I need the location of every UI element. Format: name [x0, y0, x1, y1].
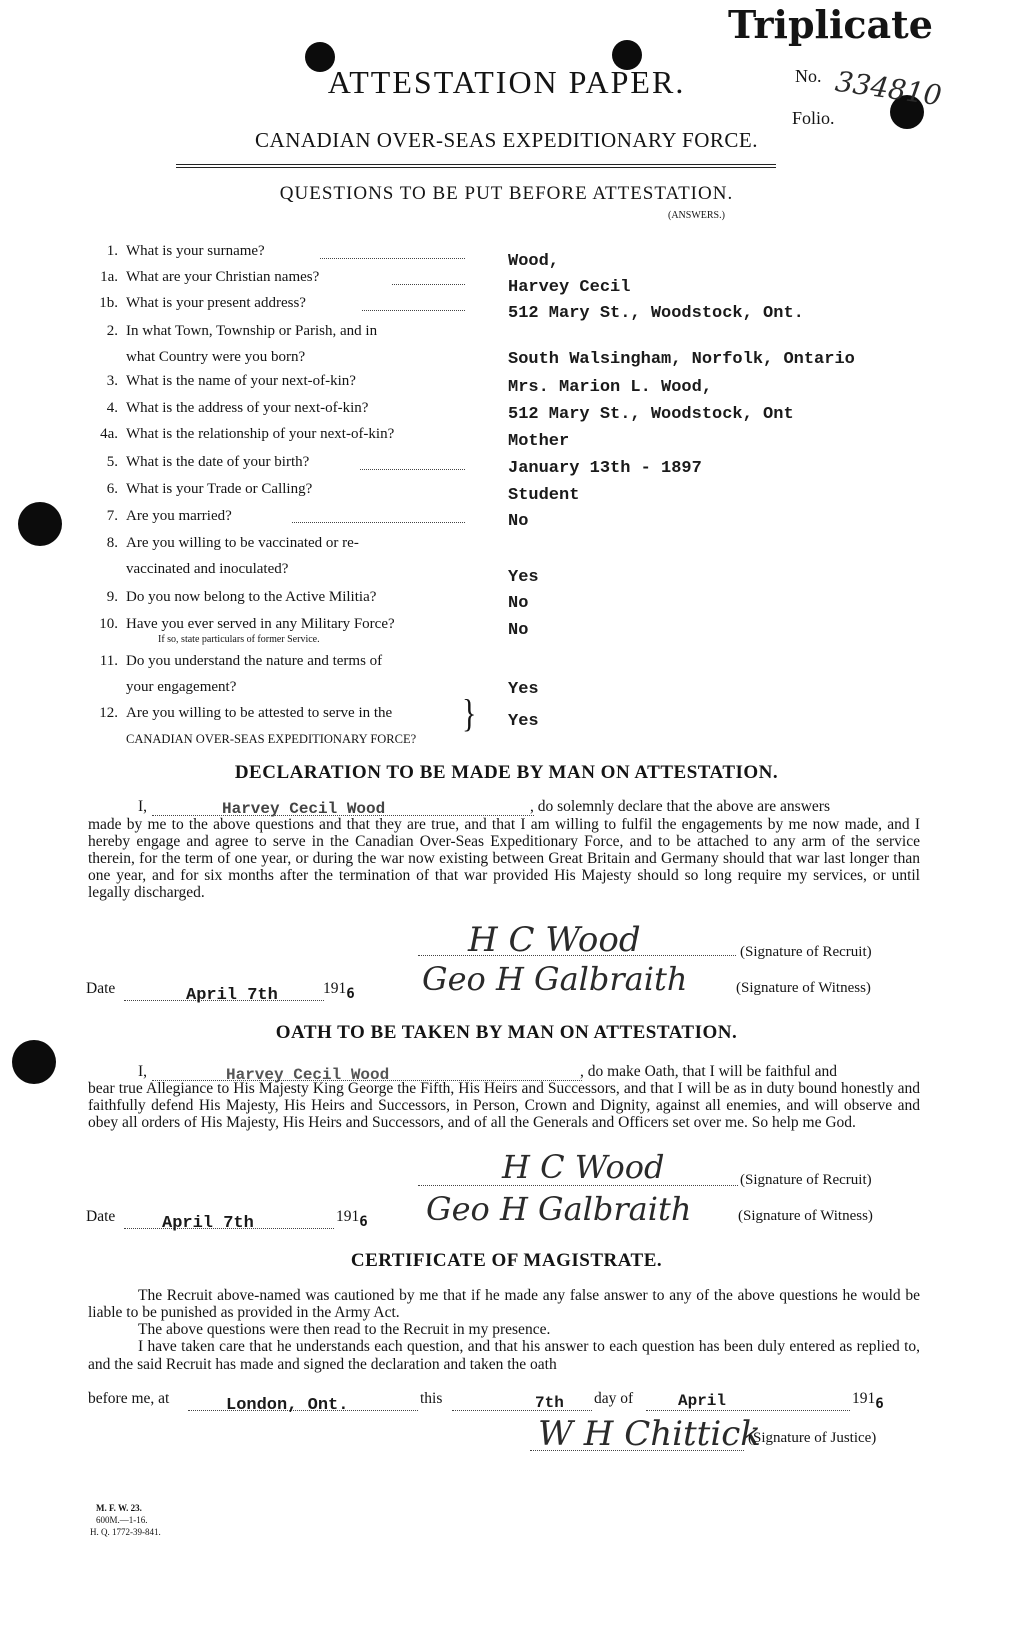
question-number: 7.	[106, 508, 118, 524]
question-11	[92, 648, 382, 700]
question-number: 8.	[106, 535, 118, 551]
question-text: Do you understand the nature and terms of	[126, 653, 383, 669]
question-text: What is the relationship of your next-of-kin?	[126, 426, 395, 442]
certificate-year	[852, 1390, 884, 1412]
answer-militia: No	[508, 594, 529, 613]
declaration-i-label: I,	[138, 798, 148, 815]
year-suffix: 6	[359, 1214, 368, 1230]
question-6	[92, 476, 312, 502]
question-text: What is the name of your next-of-kin?	[126, 373, 356, 389]
signature-line	[530, 1450, 744, 1451]
divider	[176, 167, 776, 168]
question-12	[92, 700, 416, 752]
leader-line	[362, 310, 465, 311]
question-text: What is your Trade or Calling?	[126, 481, 313, 497]
question-number: 5.	[106, 454, 118, 470]
declaration-date-label: Date	[86, 980, 116, 997]
question-text: What are your Christian names?	[126, 269, 320, 285]
question-text: Are you married?	[126, 508, 232, 524]
question-text: what Country were you born?	[126, 349, 306, 365]
question-text: What is the date of your birth?	[126, 454, 310, 470]
answer-relationship: Mother	[508, 432, 570, 451]
leader-line	[392, 284, 465, 285]
oath-body: bear true Allegiance to His Majesty King George the Fifth, His Heirs and Successors, and that I will be as in duty bound honestly and faithfully defend His Majesty, His Heirs and Successors, in Person, Crown and Dignity, against all enemies, and will observe and obey all orders of His Majesty, His Heirs and Successors, and of all the Generals and Officers set over me. So help me God.	[88, 1080, 920, 1131]
answer-next-of-kin-address: 512 Mary St., Woodstock, Ont	[508, 405, 794, 424]
answer-christian-names: Harvey Cecil	[508, 278, 631, 297]
signature-line	[418, 1185, 738, 1186]
oath-witness-signature: Geo H Galbraith	[426, 1190, 692, 1228]
oath-year	[336, 1208, 368, 1230]
question-text: CANADIAN OVER-SEAS EXPEDITIONARY FORCE?	[126, 732, 417, 746]
divider	[176, 164, 776, 165]
punch-hole	[18, 502, 62, 546]
question-text: Are you willing to be attested to serve in the	[126, 705, 393, 721]
answer-birth-date: January 13th - 1897	[508, 459, 702, 478]
answer-attested: Yes	[508, 712, 539, 731]
certificate-paragraph-1: The Recruit above-named was cautioned by me that if he made any false answer to any of the above questions he would be liable to be punished as provided in the Army Act.	[88, 1287, 920, 1321]
certificate-month: April	[678, 1392, 727, 1410]
oath-recruit-signature: H C Wood	[502, 1148, 665, 1186]
declaration-recruit-label: (Signature of Recruit)	[740, 944, 872, 960]
question-text: What is the address of your next-of-kin?	[126, 400, 369, 416]
oath-text-after-name: , do make Oath, that I will be faithful and	[580, 1063, 837, 1080]
folio-label: Folio.	[792, 108, 835, 128]
question-number: 12.	[99, 705, 118, 721]
certificate-this-label: this	[420, 1390, 443, 1407]
question-4	[92, 395, 368, 421]
answer-vaccinated: Yes	[508, 568, 539, 587]
date-line	[124, 1228, 334, 1229]
question-text: Are you willing to be vaccinated or re-	[126, 535, 359, 551]
certificate-paragraph-2: The above questions were then read to the Recruit in my presence.	[138, 1321, 551, 1338]
declaration-name: Harvey Cecil Wood	[222, 800, 386, 818]
question-text: Do you now belong to the Active Militia?	[126, 589, 377, 605]
question-4a	[92, 421, 394, 447]
question-number: 6.	[106, 481, 118, 497]
question-number: 4a.	[100, 426, 118, 442]
question-number: 2.	[106, 323, 118, 339]
brace: }	[462, 692, 477, 736]
declaration-witness-label: (Signature of Witness)	[736, 980, 871, 996]
oath-recruit-label: (Signature of Recruit)	[740, 1172, 872, 1188]
place-line	[188, 1410, 418, 1411]
oath-date-label: Date	[86, 1208, 116, 1225]
question-9	[92, 584, 376, 610]
declaration-date-value: April 7th	[186, 986, 278, 1005]
certificate-day: 7th	[535, 1394, 564, 1412]
question-text: your engagement?	[126, 679, 237, 695]
certificate-before-label: before me, at	[88, 1390, 170, 1407]
question-text: In what Town, Township or Parish, and in	[126, 323, 378, 339]
answer-married: No	[508, 512, 529, 531]
answer-military-service: No	[508, 621, 529, 640]
question-text: vaccinated and inoculated?	[126, 561, 289, 577]
year-suffix: 6	[346, 986, 355, 1002]
justice-signature: W H Chittick	[538, 1414, 761, 1454]
question-note: If so, state particulars of former Service.	[158, 634, 320, 645]
questions-heading: QUESTIONS TO BE PUT BEFORE ATTESTATION.	[279, 183, 734, 204]
declaration-body: made by me to the above questions and that they are true, and that I am willing to fulfil the engagements by me now made, and I hereby engage and agree to serve in the Canadian Over-Seas Expeditionary Force, and to be attached to any arm of the service therein, for the term of one year, or during the war now existing between Great Britain and Germany should that war last longer than one year, and for six months after the termination of that war provided His Majesty should so long require my services, or until legally discharged.	[88, 816, 920, 901]
answer-trade: Student	[508, 486, 580, 505]
declaration-witness-signature: Geo H Galbraith	[422, 960, 688, 998]
month-line	[646, 1410, 850, 1411]
certificate-place: London, Ont.	[226, 1396, 349, 1415]
year-prefix: 191	[336, 1208, 360, 1225]
oath-heading: OATH TO BE TAKEN BY MAN ON ATTESTATION.	[275, 1022, 738, 1043]
declaration-year	[323, 980, 355, 1002]
year-prefix: 191	[323, 980, 347, 997]
justice-label: (Signature of Justice)	[748, 1430, 877, 1446]
question-3	[92, 368, 356, 394]
oath-witness-label: (Signature of Witness)	[738, 1208, 873, 1224]
question-number: 4.	[106, 400, 118, 416]
day-line	[452, 1410, 592, 1411]
oath-name: Harvey Cecil Wood	[226, 1066, 390, 1084]
signature-line	[418, 955, 736, 956]
page-title: ATTESTATION PAPER.	[327, 64, 686, 100]
certificate-paragraph-3: I have taken care that he understands each question, and that his answer to each question has been duly entered as replied to, and the said Recruit has made and signed the declaration and taken the oath	[88, 1338, 920, 1373]
leader-line	[360, 469, 465, 470]
question-8	[92, 530, 359, 582]
question-number: 1.	[106, 243, 118, 259]
number-value: 334810	[833, 64, 944, 113]
punch-hole	[12, 1040, 56, 1084]
subtitle: CANADIAN OVER-SEAS EXPEDITIONARY FORCE.	[255, 128, 758, 152]
year-prefix: 191	[852, 1390, 876, 1407]
question-number: 9.	[106, 589, 118, 605]
leader-line	[320, 258, 465, 259]
answer-present-address: 512 Mary St., Woodstock, Ont.	[508, 304, 804, 323]
question-text: What is your surname?	[126, 243, 265, 259]
answer-birthplace: South Walsingham, Norfolk, Ontario	[508, 350, 855, 369]
question-2	[92, 318, 377, 370]
question-number: 1a.	[100, 269, 118, 285]
question-text: What is your present address?	[126, 295, 306, 311]
question-number: 3.	[106, 373, 118, 389]
question-1b	[92, 290, 306, 316]
oath-date-value: April 7th	[162, 1214, 254, 1233]
answer-engagement: Yes	[508, 680, 539, 699]
footer-form-number: M. F. W. 23.	[96, 1503, 142, 1513]
answers-label: (ANSWERS.)	[668, 210, 725, 221]
date-line	[124, 1000, 324, 1001]
question-7	[92, 503, 232, 529]
year-suffix: 6	[875, 1396, 884, 1412]
certificate-day-of-label: day of	[594, 1390, 634, 1407]
question-number: 11.	[99, 653, 118, 669]
question-1a	[92, 264, 319, 290]
question-1	[92, 238, 265, 264]
triplicate-stamp: Triplicate	[728, 2, 933, 47]
oath-i-label: I,	[138, 1063, 148, 1080]
question-number: 1b.	[99, 295, 118, 311]
footer-print-run: 600M.—1-16.	[96, 1515, 148, 1525]
certificate-heading: CERTIFICATE OF MAGISTRATE.	[350, 1250, 663, 1271]
question-number: 10.	[99, 616, 118, 632]
question-5	[92, 449, 309, 475]
answer-next-of-kin-name: Mrs. Marion L. Wood,	[508, 378, 713, 397]
question-text: Have you ever served in any Military Force?	[126, 616, 395, 632]
declaration-recruit-signature: H C Wood	[468, 920, 641, 960]
declaration-text-after-name: , do solemnly declare that the above are answers	[530, 798, 830, 815]
answer-surname: Wood,	[508, 252, 560, 271]
number-label: No.	[795, 66, 822, 86]
declaration-heading: DECLARATION TO BE MADE BY MAN ON ATTESTATION.	[234, 762, 779, 783]
leader-line	[292, 522, 465, 523]
footer-hq-number: H. Q. 1772-39-841.	[90, 1527, 161, 1537]
